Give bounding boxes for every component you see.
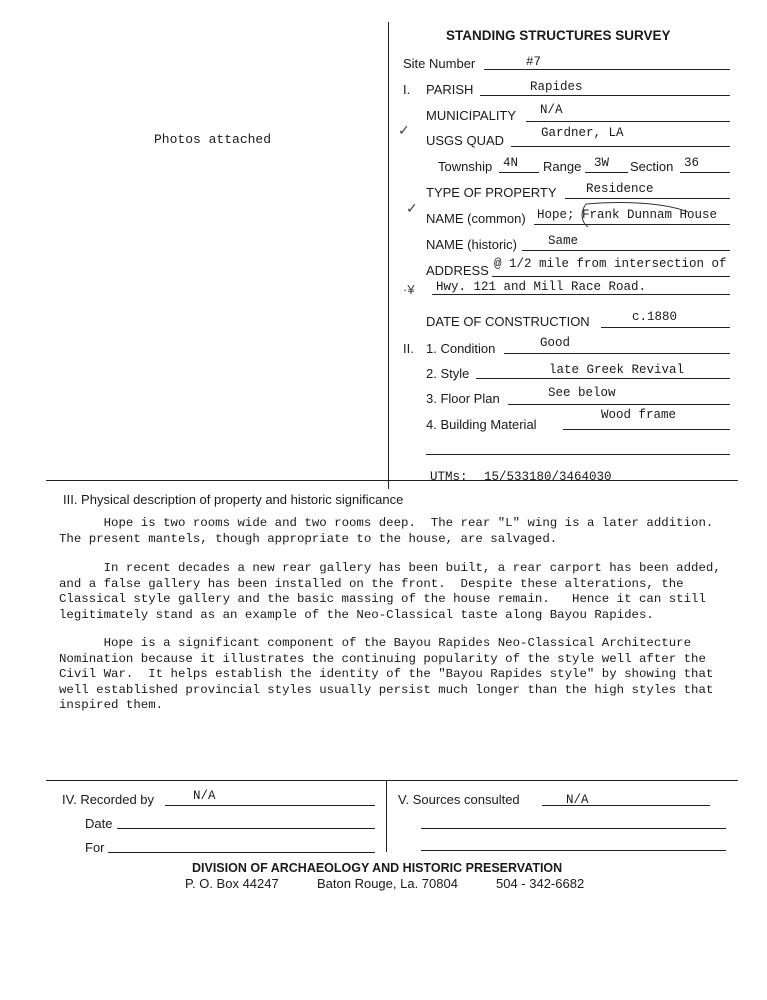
type-label: TYPE OF PROPERTY — [426, 185, 557, 200]
name-common-label: NAME (common) — [426, 211, 526, 226]
condition-label: 1. Condition — [426, 341, 496, 356]
check-mark: ✓ — [406, 200, 418, 216]
sources-value: N/A — [566, 793, 589, 807]
building-material-value: Wood frame — [601, 408, 677, 422]
style-label: 2. Style — [426, 366, 470, 381]
section-number-value: 36 — [684, 156, 700, 170]
description-paragraph: Hope is a significant component of the Bayou Rapides Neo-Classical Architecture Nomination because it illustrates the continuing popularity of the style well after the Civil War. It helps establish the identity of the "Bayou Rapides style" by showing that well established provincial styles usually persist much longer than the high styles that inspired them. — [59, 636, 721, 713]
check-mark: ✓ — [398, 122, 410, 138]
section-number-label: Section — [630, 159, 674, 174]
date-construction-value: c.1880 — [632, 310, 678, 324]
parish-value: Rapides — [530, 80, 583, 94]
date-construction-label: DATE OF CONSTRUCTION — [426, 314, 590, 329]
description-paragraph: Hope is two rooms wide and two rooms deep. The rear "L" wing is a later addition. The present mantels, though appropriate to the house, are salvaged. — [59, 516, 721, 546]
site-number-label: Site Number — [403, 56, 476, 71]
recorded-for-label: For — [85, 840, 105, 855]
photos-note: Photos attached — [154, 132, 272, 147]
municipality-label: MUNICIPALITY — [426, 108, 517, 123]
survey-title: STANDING STRUCTURES SURVEY — [446, 28, 671, 43]
range-label: Range — [543, 159, 582, 174]
sources-label: V. Sources consulted — [398, 792, 520, 807]
condition-value: Good — [540, 336, 571, 350]
address-line-2: Hwy. 121 and Mill Race Road. — [436, 280, 647, 294]
floor-plan-value: See below — [548, 386, 616, 400]
address-line-1: @ 1/2 mile from intersection of — [494, 257, 727, 271]
name-common-value: Hope; Frank Dunnam House — [537, 208, 718, 222]
usgs-quad-value: Gardner, LA — [541, 126, 624, 140]
footer-po-box: P. O. Box 44247 — [185, 876, 279, 891]
section-divider-bottom — [46, 780, 738, 781]
section-ii-label: II. — [403, 341, 414, 356]
section-i-label: I. — [403, 82, 411, 97]
footer-org: DIVISION OF ARCHAEOLOGY AND HISTORIC PRESERVATION — [192, 861, 563, 875]
handwritten-mark: ·¥ — [403, 282, 415, 297]
footer-phone: 504 - 342-6682 — [496, 876, 585, 891]
utms-value: 15/533180/3464030 — [484, 470, 612, 484]
section-divider-top — [46, 480, 738, 481]
top-divider-vertical — [388, 22, 389, 489]
type-value: Residence — [586, 182, 654, 196]
description-heading: III. Physical description of property and historic significance — [63, 492, 404, 507]
range-value: 3W — [594, 156, 610, 170]
floor-plan-label: 3. Floor Plan — [426, 391, 500, 406]
recorded-date-label: Date — [85, 816, 113, 831]
address-label: ADDRESS — [426, 263, 489, 278]
name-circle-annotation — [578, 200, 696, 230]
footer-city: Baton Rouge, La. 70804 — [317, 876, 458, 891]
style-value: late Greek Revival — [549, 363, 685, 377]
site-number-value: #7 — [526, 55, 542, 69]
recorded-by-label: IV. Recorded by — [62, 792, 155, 807]
township-label: Township — [438, 159, 493, 174]
name-historic-label: NAME (historic) — [426, 237, 518, 252]
parish-label: PARISH — [426, 82, 474, 97]
usgs-quad-label: USGS QUAD — [426, 133, 505, 148]
name-historic-value: Same — [548, 234, 579, 248]
township-value: 4N — [503, 156, 519, 170]
utms-label: UTMs: — [430, 470, 468, 484]
recorded-by-value: N/A — [193, 789, 216, 803]
municipality-value: N/A — [540, 103, 563, 117]
building-material-label: 4. Building Material — [426, 417, 537, 432]
bottom-divider-vertical — [386, 780, 387, 852]
description-paragraph: In recent decades a new rear gallery has been built, a rear carport has been added, and a false gallery has been installed on the front. Despite these alterations, the Classical style gallery and the basic massing of the house remain. Hence it can still legitimately stand as an example of the Neo-Classical taste along Bayou Rapides. — [59, 561, 729, 622]
